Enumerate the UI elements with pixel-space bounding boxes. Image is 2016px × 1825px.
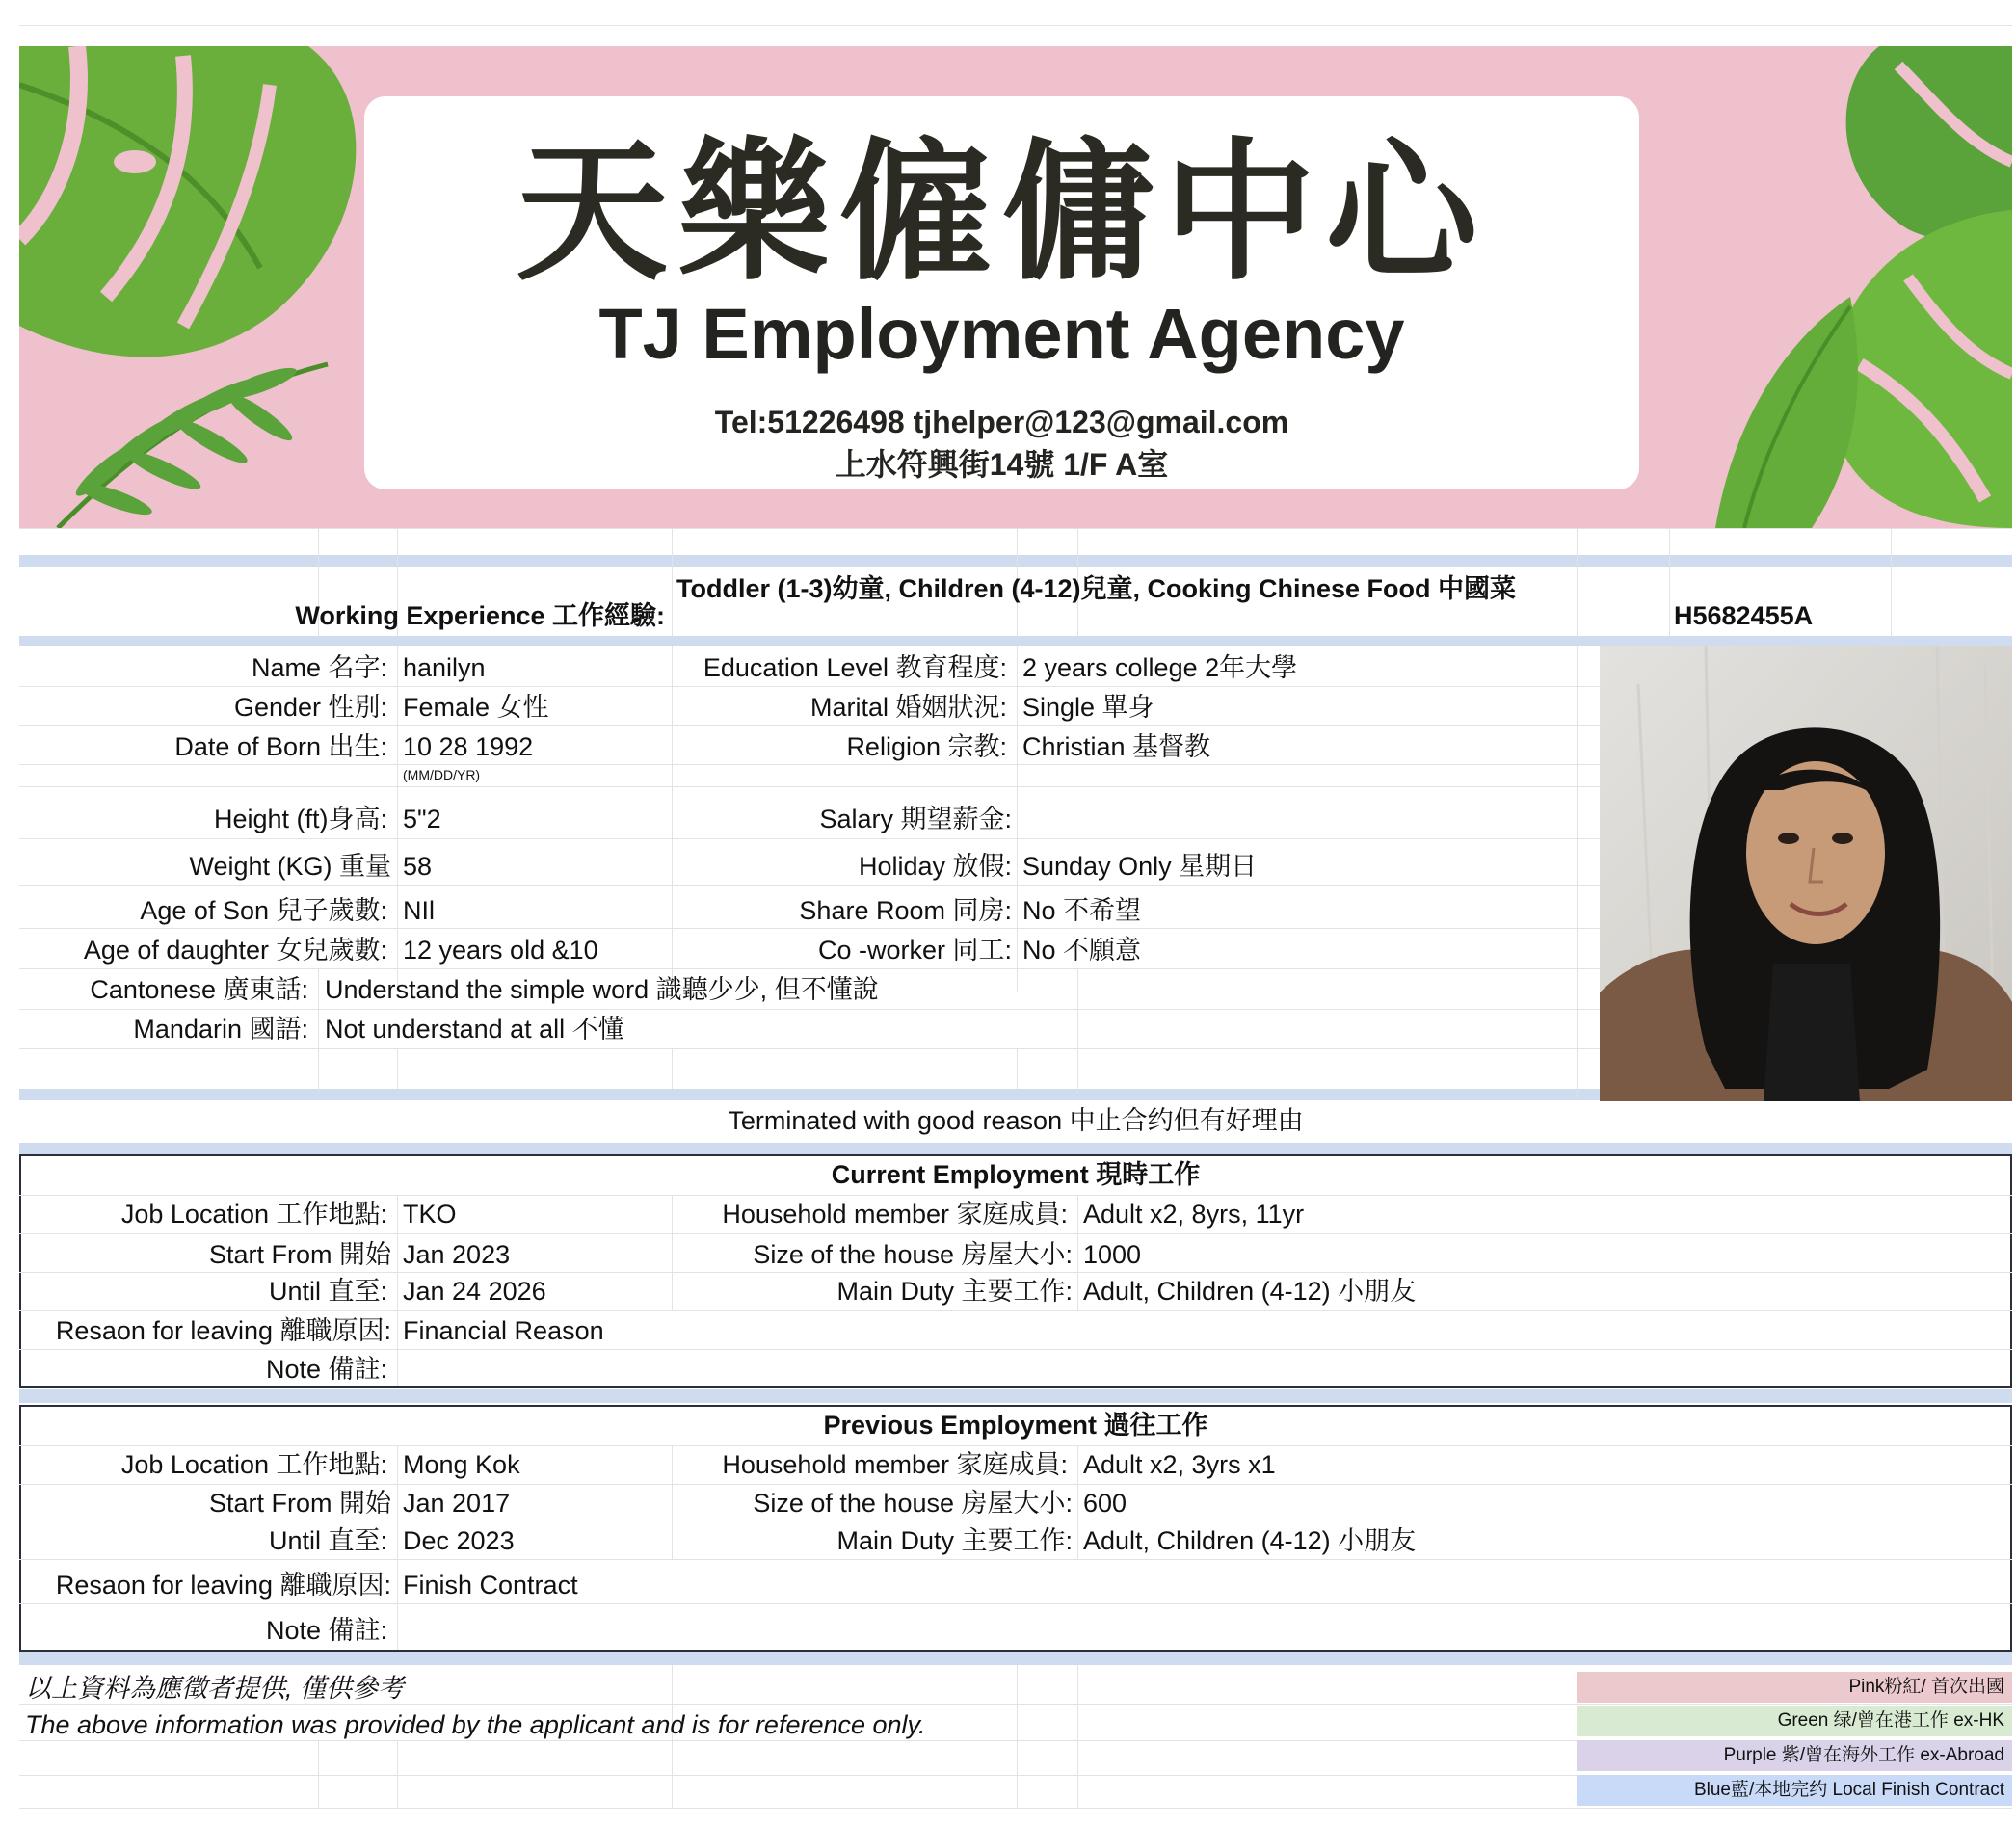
- current-duty-label: Main Duty 主要工作:: [836, 1277, 1073, 1306]
- previous-start-label: Start From 開始: [208, 1489, 391, 1518]
- agency-address: 上水符興街14號 1/F A室: [835, 447, 1169, 482]
- agency-title-chinese: 天樂僱傭中心: [516, 124, 1488, 302]
- current-reason-value: Financial Reason: [403, 1316, 604, 1345]
- height-value: 5"2: [403, 805, 441, 833]
- current-household-label: Household member 家庭成員:: [722, 1200, 1068, 1229]
- current-note-label: Note 備註:: [265, 1355, 387, 1384]
- current-house-size-label: Size of the house 房屋大小:: [753, 1240, 1073, 1269]
- applicant-photo: [1600, 646, 2012, 1101]
- banner-card: [364, 96, 1639, 489]
- marital-label: Marital 婚姻狀況:: [809, 693, 1007, 722]
- disclaimer-chinese: 以上資料為應徵者提供, 僅供參考: [25, 1674, 405, 1703]
- current-start-label: Start From 開始: [208, 1240, 391, 1269]
- disclaimer-english: The above information was provided by the applicant and is for reference only.: [25, 1710, 926, 1739]
- current-house-size-value: 1000: [1083, 1240, 1142, 1269]
- previous-reason-label: Resaon for leaving 離職原因:: [55, 1571, 391, 1600]
- legend-blue: Blue藍/本地完约 Local Finish Contract: [1577, 1775, 2012, 1806]
- salary-label: Salary 期望薪金:: [819, 805, 1012, 833]
- current-location-label: Job Location 工作地點:: [120, 1200, 387, 1229]
- education-label: Education Level 教育程度:: [703, 653, 1007, 682]
- holiday-label: Holiday 放假:: [858, 852, 1012, 881]
- previous-location-label: Job Location 工作地點:: [120, 1450, 387, 1479]
- current-location-value: TKO: [403, 1200, 457, 1229]
- coworker-value: No 不願意: [1022, 936, 1142, 965]
- previous-duty-label: Main Duty 主要工作:: [836, 1526, 1073, 1555]
- education-value: 2 years college 2年大學: [1022, 653, 1298, 682]
- previous-location-value: Mong Kok: [403, 1450, 520, 1479]
- share-room-label: Share Room 同房:: [799, 896, 1012, 925]
- current-until-value: Jan 24 2026: [403, 1277, 546, 1306]
- current-household-value: Adult x2, 8yrs, 11yr: [1083, 1200, 1305, 1229]
- previous-house-size-value: 600: [1083, 1489, 1127, 1518]
- previous-employment-title: Previous Employment 過往工作: [823, 1411, 1208, 1440]
- previous-note-label: Note 備註:: [265, 1616, 387, 1645]
- spacer-band: [19, 1652, 2012, 1665]
- previous-reason-value: Finish Contract: [403, 1571, 578, 1600]
- religion-label: Religion 宗教:: [846, 732, 1007, 761]
- experience-label: Working Experience 工作經驗:: [295, 601, 665, 630]
- religion-value: Christian 基督教: [1022, 732, 1211, 761]
- current-until-label: Until 直至:: [268, 1277, 387, 1306]
- spacer-band: [19, 636, 2012, 646]
- marital-value: Single 單身: [1022, 693, 1154, 722]
- previous-until-value: Dec 2023: [403, 1526, 515, 1555]
- gender-value: Female 女性: [403, 693, 549, 722]
- daughter-age-label: Age of daughter 女兒歲數:: [83, 936, 387, 965]
- dob-value: 10 28 1992: [403, 732, 534, 761]
- header-banner: [19, 46, 2012, 528]
- dob-label: Date of Born 出生:: [174, 732, 387, 761]
- gender-label: Gender 性別:: [233, 693, 387, 722]
- weight-value: 58: [403, 852, 433, 881]
- legend-purple: Purple 紫/曾在海外工作 ex-Abroad: [1577, 1740, 2012, 1771]
- current-duty-value: Adult, Children (4-12) 小朋友: [1083, 1277, 1417, 1306]
- previous-start-value: Jan 2017: [403, 1489, 511, 1518]
- spacer-band: [19, 1143, 2012, 1154]
- son-age-value: NIl: [403, 896, 435, 925]
- name-value: hanilyn: [403, 653, 486, 682]
- termination-status: Terminated with good reason 中止合约但有好理由: [728, 1106, 1304, 1135]
- previous-until-label: Until 直至:: [268, 1526, 387, 1555]
- legend-pink: Pink粉紅/ 首次出國: [1577, 1672, 2012, 1703]
- daughter-age-value: 12 years old &10: [403, 936, 598, 965]
- share-room-value: No 不希望: [1022, 896, 1142, 925]
- current-employment-title: Current Employment 現時工作: [831, 1160, 1201, 1189]
- weight-label: Weight (KG) 重量: [189, 852, 391, 881]
- previous-household-value: Adult x2, 3yrs x1: [1083, 1450, 1276, 1479]
- dob-format-hint: (MM/DD/YR): [403, 767, 481, 782]
- cantonese-value: Understand the simple word 識聽少少, 但不懂說: [325, 975, 879, 1004]
- previous-duty-value: Adult, Children (4-12) 小朋友: [1083, 1526, 1417, 1555]
- current-reason-label: Resaon for leaving 離職原因:: [55, 1316, 391, 1345]
- mandarin-label: Mandarin 國語:: [133, 1015, 308, 1044]
- previous-house-size-label: Size of the house 房屋大小:: [753, 1489, 1073, 1518]
- spacer-band: [19, 1389, 2012, 1403]
- coworker-label: Co -worker 同工:: [817, 936, 1012, 965]
- previous-household-label: Household member 家庭成員:: [722, 1450, 1068, 1479]
- legend-green: Green 绿/曾在港工作 ex-HK: [1577, 1706, 2012, 1736]
- experience-value: Toddler (1-3)幼童, Children (4-12)兒童, Cooking Chinese Food 中國菜: [676, 574, 1517, 603]
- mandarin-value: Not understand at all 不懂: [325, 1015, 624, 1044]
- son-age-label: Age of Son 兒子歲數:: [140, 896, 387, 925]
- agency-contact: Tel:51226498 tjhelper@123@gmail.com: [714, 405, 1289, 439]
- height-label: Height (ft)身高:: [213, 805, 387, 833]
- cantonese-label: Cantonese 廣東話:: [90, 975, 308, 1004]
- current-employment-section: [19, 1154, 2012, 1388]
- name-label: Name 名字:: [251, 653, 387, 682]
- current-start-value: Jan 2023: [403, 1240, 511, 1269]
- agency-title-english: TJ Employment Agency: [598, 294, 1405, 374]
- holiday-value: Sunday Only 星期日: [1022, 852, 1258, 881]
- reference-number: H5682455A: [1674, 601, 1814, 630]
